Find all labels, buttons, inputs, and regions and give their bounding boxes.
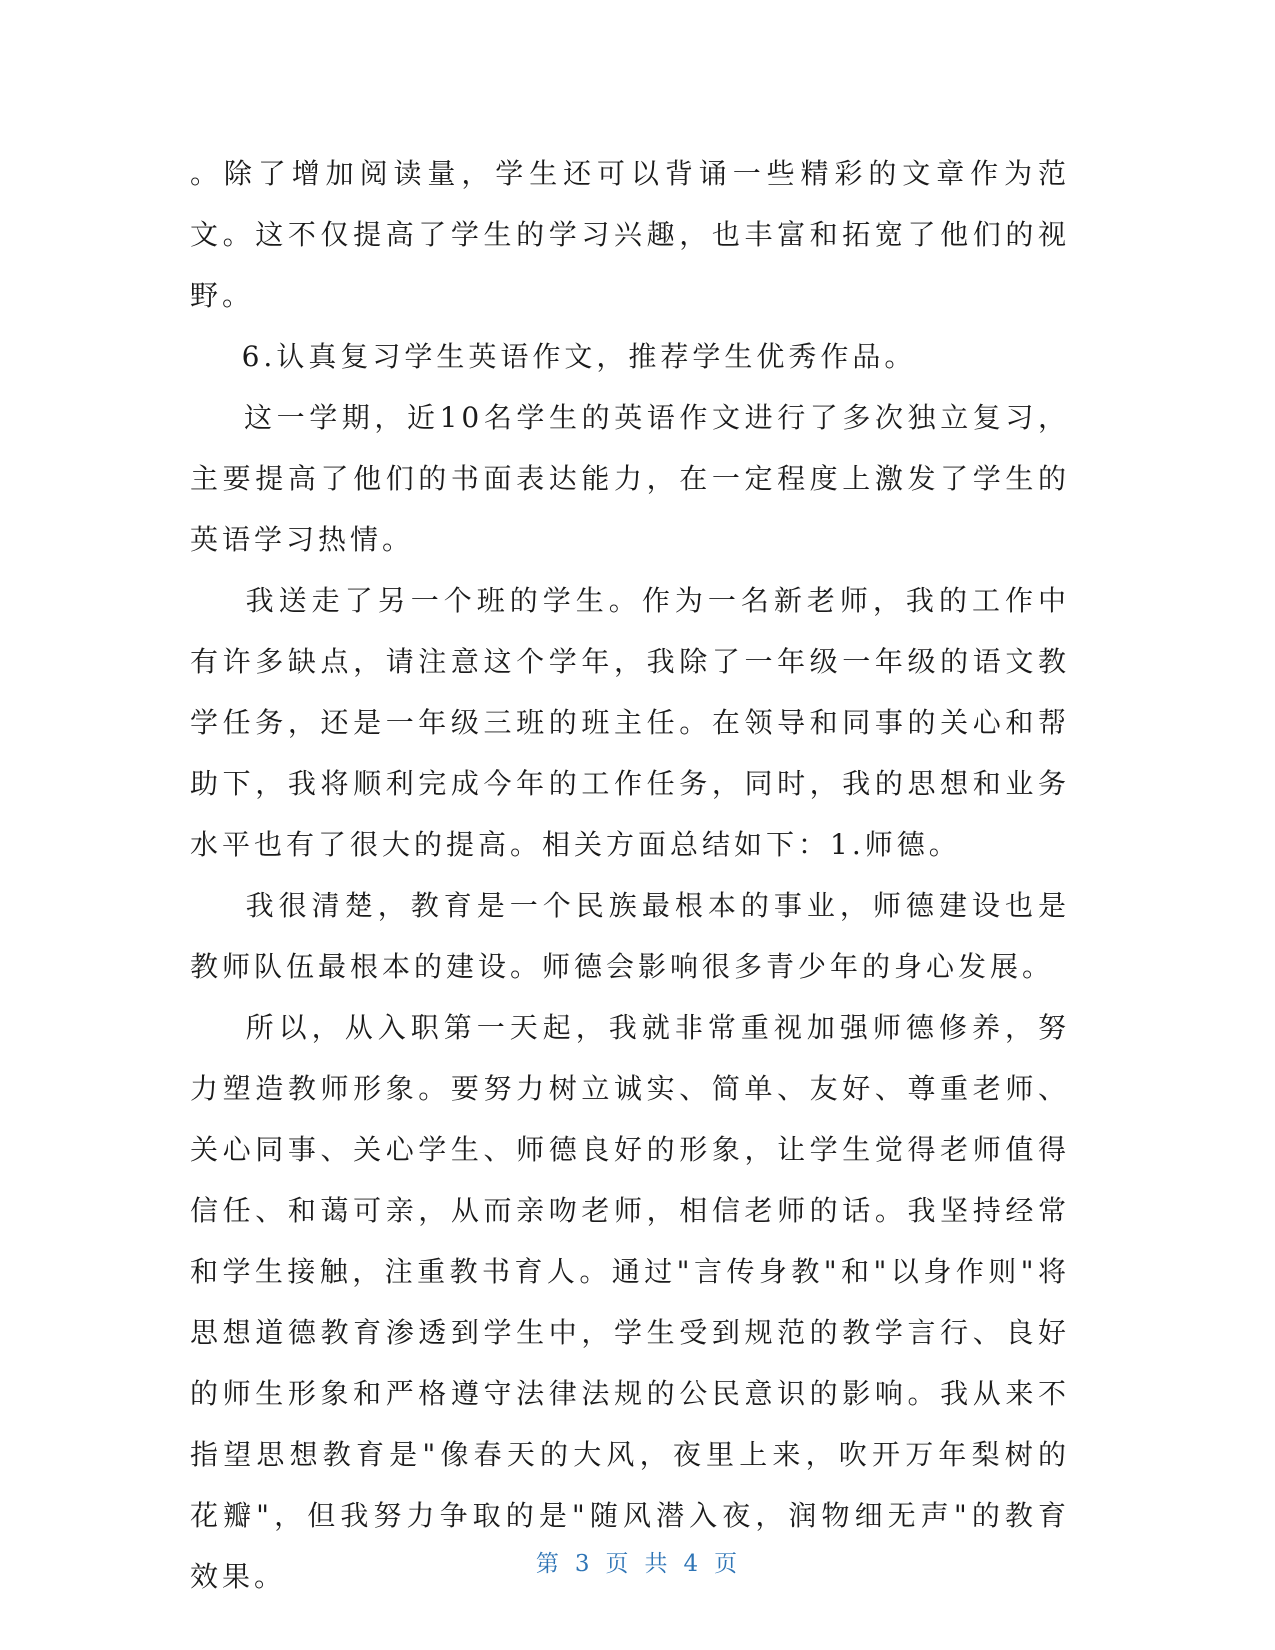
paragraph: 我很清楚，教育是一个民族最根本的事业，师德建设也是教师队伍最根本的建设。师德会影响很多青少年的身心发展。 xyxy=(190,889,1070,983)
page-prefix: 第 xyxy=(535,1551,561,1577)
total-prefix: 共 xyxy=(644,1551,670,1577)
paragraph: 6.认真复习学生英语作文，推荐学生优秀作品。 xyxy=(190,340,917,373)
total-pages-number: 4 xyxy=(683,1551,701,1577)
total-label: 页 xyxy=(714,1551,740,1577)
page-footer xyxy=(0,1545,1275,1578)
paragraph: 我送走了另一个班的学生。作为一名新老师，我的工作中有许多缺点，请注意这个学年，我除了一年级一年级的语文教学任务，还是一年级三班的班主任。在领导和同事的关心和帮助下，我将顺利完成今年的工作任务，同时，我的思想和业务水平也有了很大的提高。相关方面总结如下：1.师德。 xyxy=(190,584,1070,861)
current-page-number: 3 xyxy=(574,1551,592,1577)
paragraph: 所以，从入职第一天起，我就非常重视加强师德修养，努力塑造教师形象。要努力树立诚实、简单、友好、尊重老师、关心同事、关心学生、师德良好的形象，让学生觉得老师值得信任、和蔼可亲，从而亲吻老师，相信老师的话。我坚持经常和学生接触，注重教书育人。通过"言传身教"和"以身作则"将思想道德教育渗透到学生中，学生受到规范的教学言行、良好的师生形象和严格遵守法律法规的公民意识的影响。我从来不指望思想教育是"像春天的大风，夜里上来，吹开万年梨树的花瓣"，但我努力争取的是"随风潜入夜，润物细无声"的教育效果。 xyxy=(190,1011,1070,1593)
paragraph: 。除了增加阅读量，学生还可以背诵一些精彩的文章作为范文。这不仅提高了学生的学习兴趣，也丰富和拓宽了他们的视野。 xyxy=(190,157,1070,312)
paragraph: 这一学期，近10名学生的英语作文进行了多次独立复习，主要提高了他们的书面表达能力，在一定程度上激发了学生的英语学习热情。 xyxy=(190,401,1070,556)
document-body xyxy=(190,143,1070,1607)
page-label: 页 xyxy=(605,1551,631,1577)
